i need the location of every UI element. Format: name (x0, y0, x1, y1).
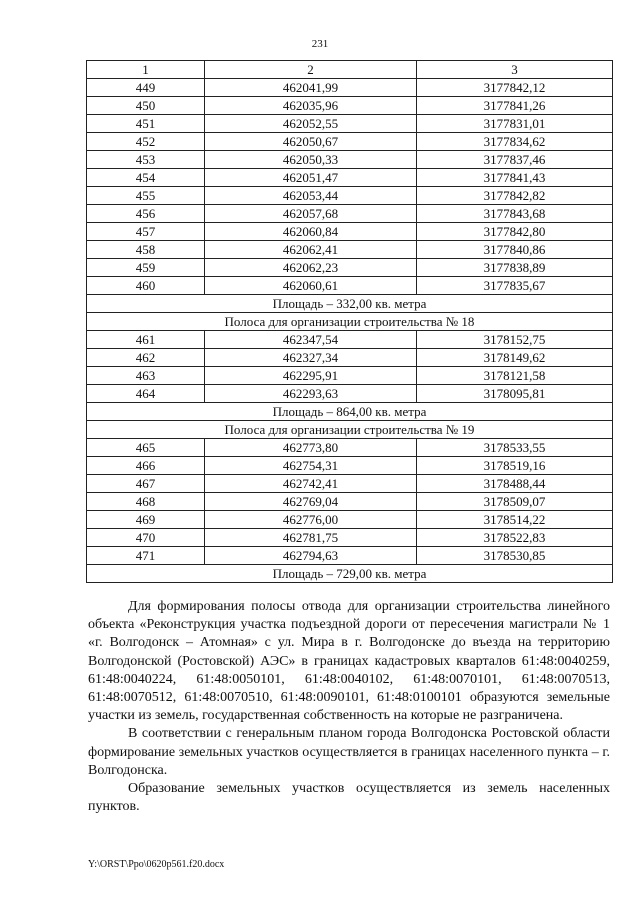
table-row (87, 187, 613, 205)
span-cell: Полоса для организации строительства № 19 (87, 421, 613, 439)
y-coordinate-cell: 3178488,44 (417, 475, 613, 493)
x-coordinate-cell: 462035,96 (205, 97, 417, 115)
point-number-cell: 458 (87, 241, 205, 259)
table-span-row (87, 565, 613, 583)
x-coordinate-cell: 462053,44 (205, 187, 417, 205)
y-coordinate-cell: 3177835,67 (417, 277, 613, 295)
table-header-row (87, 61, 613, 79)
point-number-cell: 451 (87, 115, 205, 133)
point-number-cell: 452 (87, 133, 205, 151)
table-row (87, 547, 613, 565)
point-number-cell: 471 (87, 547, 205, 565)
point-number-cell: 464 (87, 385, 205, 403)
x-coordinate-cell: 462769,04 (205, 493, 417, 511)
point-number-cell: 459 (87, 259, 205, 277)
x-coordinate-cell: 462781,75 (205, 529, 417, 547)
y-coordinate-cell: 3177841,26 (417, 97, 613, 115)
point-number-cell: 460 (87, 277, 205, 295)
table-span-row (87, 403, 613, 421)
y-coordinate-cell: 3178533,55 (417, 439, 613, 457)
y-coordinate-cell: 3177840,86 (417, 241, 613, 259)
table-row (87, 277, 613, 295)
x-coordinate-cell: 462050,67 (205, 133, 417, 151)
x-coordinate-cell: 462776,00 (205, 511, 417, 529)
y-coordinate-cell: 3178519,16 (417, 457, 613, 475)
body-text (88, 598, 610, 816)
y-coordinate-cell: 3177838,89 (417, 259, 613, 277)
x-coordinate-cell: 462347,54 (205, 331, 417, 349)
table-row (87, 79, 613, 97)
x-coordinate-cell: 462062,23 (205, 259, 417, 277)
header-cell: 3 (417, 61, 613, 79)
point-number-cell: 463 (87, 367, 205, 385)
header-cell: 1 (87, 61, 205, 79)
paragraph: Для формирования полосы отвода для организации строительства линейного объекта «Реконструкция участка подъездной дороги от пересечения магистрали № 1 «г. Волгодонск – Атомная» с ул. Мира в г. Волгодонске до въезда на территорию Волгодонской (Ростовской) АЭС» в границах кадастровых кварталов 61:48:0040259, 61:48:0040224, 61:48:0050101, 61:48:0040102, 61:48:0070101, 61:48:0070513, 61:48:0070512, 61:48:0070510, 61:48:0090101, 61:48:0100101 образуются земельные участки из земель, государственная собственность на которые не разграничена. (88, 599, 610, 724)
point-number-cell: 465 (87, 439, 205, 457)
y-coordinate-cell: 3177841,43 (417, 169, 613, 187)
table-row (87, 457, 613, 475)
y-coordinate-cell: 3177837,46 (417, 151, 613, 169)
table-row (87, 385, 613, 403)
y-coordinate-cell: 3178522,83 (417, 529, 613, 547)
x-coordinate-cell: 462794,63 (205, 547, 417, 565)
point-number-cell: 453 (87, 151, 205, 169)
x-coordinate-cell: 462742,41 (205, 475, 417, 493)
coordinates-table (86, 60, 613, 583)
coordinates-table-body (87, 61, 613, 583)
table-row (87, 439, 613, 457)
table-row (87, 115, 613, 133)
table-row (87, 169, 613, 187)
y-coordinate-cell: 3177834,62 (417, 133, 613, 151)
x-coordinate-cell: 462060,84 (205, 223, 417, 241)
point-number-cell: 470 (87, 529, 205, 547)
paragraph: В соответствии с генеральным планом города Волгодонска Ростовской области формирование земельных участков осуществляется в границах населенного пункта – г. Волгодонска. (88, 726, 610, 778)
table-row (87, 529, 613, 547)
x-coordinate-cell: 462295,91 (205, 367, 417, 385)
header-cell: 2 (205, 61, 417, 79)
x-coordinate-cell: 462293,63 (205, 385, 417, 403)
point-number-cell: 449 (87, 79, 205, 97)
y-coordinate-cell: 3178509,07 (417, 493, 613, 511)
point-number-cell: 462 (87, 349, 205, 367)
point-number-cell: 469 (87, 511, 205, 529)
x-coordinate-cell: 462041,99 (205, 79, 417, 97)
table-row (87, 475, 613, 493)
table-span-row (87, 295, 613, 313)
paragraph: Образование земельных участков осуществляется из земель населенных пунктов. (88, 781, 610, 815)
span-cell: Площадь – 332,00 кв. метра (87, 295, 613, 313)
table-row (87, 151, 613, 169)
point-number-cell: 467 (87, 475, 205, 493)
y-coordinate-cell: 3177842,12 (417, 79, 613, 97)
point-number-cell: 456 (87, 205, 205, 223)
y-coordinate-cell: 3177831,01 (417, 115, 613, 133)
point-number-cell: 461 (87, 331, 205, 349)
point-number-cell: 468 (87, 493, 205, 511)
table-span-row (87, 313, 613, 331)
y-coordinate-cell: 3178149,62 (417, 349, 613, 367)
y-coordinate-cell: 3178121,58 (417, 367, 613, 385)
table-row (87, 97, 613, 115)
x-coordinate-cell: 462327,34 (205, 349, 417, 367)
point-number-cell: 454 (87, 169, 205, 187)
table-row (87, 205, 613, 223)
point-number-cell: 450 (87, 97, 205, 115)
point-number-cell: 466 (87, 457, 205, 475)
x-coordinate-cell: 462754,31 (205, 457, 417, 475)
y-coordinate-cell: 3177842,80 (417, 223, 613, 241)
table-span-row (87, 421, 613, 439)
table-row (87, 241, 613, 259)
table-row (87, 133, 613, 151)
span-cell: Площадь – 729,00 кв. метра (87, 565, 613, 583)
table-row (87, 349, 613, 367)
table-row (87, 511, 613, 529)
table-row (87, 223, 613, 241)
x-coordinate-cell: 462050,33 (205, 151, 417, 169)
x-coordinate-cell: 462051,47 (205, 169, 417, 187)
y-coordinate-cell: 3178514,22 (417, 511, 613, 529)
point-number-cell: 457 (87, 223, 205, 241)
table-row (87, 367, 613, 385)
x-coordinate-cell: 462062,41 (205, 241, 417, 259)
x-coordinate-cell: 462773,80 (205, 439, 417, 457)
table-row (87, 493, 613, 511)
x-coordinate-cell: 462060,61 (205, 277, 417, 295)
table-row (87, 331, 613, 349)
span-cell: Полоса для организации строительства № 18 (87, 313, 613, 331)
y-coordinate-cell: 3178095,81 (417, 385, 613, 403)
span-cell: Площадь – 864,00 кв. метра (87, 403, 613, 421)
x-coordinate-cell: 462057,68 (205, 205, 417, 223)
point-number-cell: 455 (87, 187, 205, 205)
file-path-footer: Y:\ORST\Ppo\0620p561.f20.docx (88, 859, 225, 870)
y-coordinate-cell: 3177843,68 (417, 205, 613, 223)
y-coordinate-cell: 3178152,75 (417, 331, 613, 349)
table-row (87, 259, 613, 277)
page-number: 231 (311, 38, 329, 50)
y-coordinate-cell: 3178530,85 (417, 547, 613, 565)
x-coordinate-cell: 462052,55 (205, 115, 417, 133)
y-coordinate-cell: 3177842,82 (417, 187, 613, 205)
